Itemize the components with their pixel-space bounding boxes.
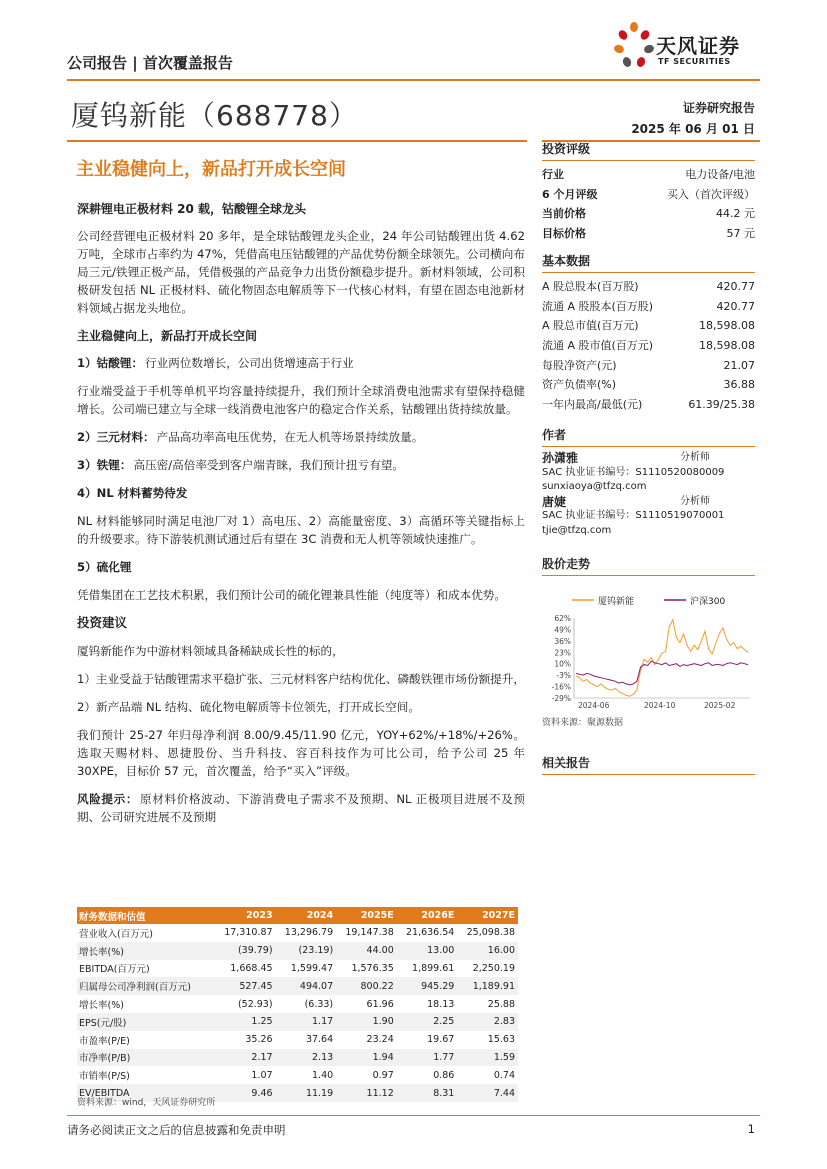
author-name: 唐婕	[542, 494, 567, 509]
list-item	[77, 456, 525, 474]
table-cell: 25.88	[487, 998, 515, 1010]
paragraph: 1）主业受益于钴酸锂需求平稳扩张、三元材料客户结构优化、磷酸铁锂市场份额提升，	[77, 672, 525, 686]
footer-rule	[67, 1115, 760, 1116]
y-tick-label: 62%	[554, 614, 571, 623]
table-cell: 1,899.61	[412, 962, 455, 974]
table-cell: 2.13	[276, 1049, 337, 1067]
author-cert: SAC 执业证书编号：S1110519070001	[542, 510, 725, 521]
main-body	[77, 200, 525, 836]
authors-panel	[542, 426, 755, 538]
risk-paragraph	[77, 790, 525, 826]
rating-key: 当前价格	[542, 207, 586, 221]
paragraph: 公司经营锂电正极材料 20 多年，是全球钴酸锂龙头企业，24 年公司钴酸锂出货 4.62 万吨，全球市占率约为 47%，凭借高电压钴酸锂的产品优势份额全球领先。公司横向布局三元/铁锂正极产品，凭借极强的产品竞争力出货份额稳步提升。新材料领域，公司积极研发包括 NL 正极材料、硫化物固态电解质等下一代核心材料，有望在固态电池新材料领域占据龙头地位。	[77, 229, 525, 315]
table-header-year: 2027E	[457, 907, 518, 924]
basic-data-row	[542, 395, 755, 415]
table-row	[77, 942, 518, 960]
y-tick-label: 23%	[554, 648, 571, 658]
basic-data-value: 18,598.08	[699, 319, 755, 333]
table-cell: 19,147.38	[345, 927, 394, 939]
header-rule	[67, 79, 760, 81]
row-label: EBITDA(百万元)	[79, 964, 150, 976]
table-cell: 2,250.19	[472, 962, 515, 974]
author-role: 分析师	[680, 495, 710, 507]
risk-text: 原材料价格波动、下游消费电子需求不及预期、NL 正极项目进展不及预期、公司研究进展不及预期	[77, 792, 525, 824]
basic-data-key: 流通 A 股股本(百万股)	[542, 299, 654, 313]
x-tick-label: 2024-06	[578, 701, 610, 710]
section-heading: 投资建议	[77, 615, 128, 630]
rating-panel	[542, 140, 755, 244]
table-header-year: 2024	[276, 907, 337, 924]
row-label: EPS(元/股)	[77, 1013, 215, 1031]
table-cell: (23.19)	[276, 942, 337, 960]
basic-data-value: 420.77	[716, 280, 755, 293]
legend-label: 沪深300	[690, 597, 726, 607]
row-label: 市销率(P/S)	[79, 1071, 130, 1083]
author-role: 分析师	[680, 452, 710, 463]
rating-key: 目标价格	[542, 227, 586, 241]
paragraph: 我们预计 25-27 年归母净利润 8.00/9.45/11.90 亿元，YOY+62%/+18%/+26%。选取天赐材料、恩捷股份、当升科技、容百科技作为可比公司，给予公司 25 年 30XPE，目标价 57 元，首次覆盖，给予“买入”评级。	[77, 728, 525, 778]
basic-data-row	[542, 316, 755, 336]
financial-table	[77, 907, 518, 1102]
research-label: 证券研究报告	[682, 101, 755, 115]
y-tick-label: 49%	[554, 625, 571, 635]
table-cell: 61.96	[366, 998, 394, 1010]
table-cell: 7.44	[457, 1084, 518, 1102]
table-cell: 37.64	[305, 1034, 334, 1046]
table-cell: 9.46	[215, 1084, 276, 1102]
table-cell: 11.12	[336, 1084, 397, 1102]
table-cell: (52.93)	[237, 998, 273, 1010]
table-cell: 1.77	[397, 1049, 458, 1067]
y-tick-label: 36%	[554, 636, 571, 646]
rating-value: 买入（首次评级）	[667, 187, 755, 201]
table-row	[77, 1031, 518, 1049]
row-label: 市盈率(P/E)	[79, 1035, 130, 1047]
authors-title: 作者	[542, 426, 755, 447]
table-row	[77, 924, 518, 942]
basic-data-row	[542, 356, 755, 376]
table-cell: 13.00	[397, 942, 458, 960]
item-heading: 1）钴酸锂：	[77, 356, 144, 370]
table-row	[77, 1013, 518, 1031]
rating-value: 57 元	[726, 227, 755, 241]
table-cell: 2.25	[397, 1013, 458, 1031]
company-title: 厦钨新能（688778）	[71, 99, 358, 132]
table-cell: 945.29	[397, 977, 458, 995]
basic-data-value: 36.88	[723, 378, 755, 392]
table-cell: 1.25	[215, 1013, 276, 1031]
table-cell: 1,576.35	[351, 962, 394, 974]
stock-chart-panel	[542, 555, 755, 728]
table-cell: 1,668.45	[230, 962, 273, 974]
basic-data-key: 一年内最高/最低(元)	[542, 398, 643, 412]
table-cell: 0.74	[493, 1069, 515, 1081]
series-line	[576, 661, 748, 685]
table-cell: (6.33)	[304, 998, 334, 1010]
table-row	[77, 995, 518, 1013]
item-heading: 5）硫化锂	[77, 560, 132, 574]
row-label: EV/EBITDA	[77, 1084, 215, 1102]
basic-data-key: A 股总股本(百万股)	[542, 280, 639, 293]
x-tick-label: 2025-02	[704, 701, 736, 710]
table-cell: 1.59	[457, 1049, 518, 1067]
basic-data-panel	[542, 252, 755, 415]
stock-price-chart	[542, 580, 755, 710]
paragraph: 凭借集团在工艺技术积累，我们预计公司的硫化锂兼具性能（纯度等）和成本优势。	[77, 588, 506, 602]
author-name-row	[542, 495, 755, 510]
table-cell: 25,098.38	[466, 927, 515, 939]
table-row	[77, 977, 518, 995]
rating-value: 44.2 元	[716, 207, 755, 221]
item-text: 高压密/高倍率受到客户端青睐，我们预计扭亏有望。	[133, 458, 405, 472]
rating-row	[542, 224, 755, 244]
table-cell: 1,599.47	[290, 962, 334, 974]
table-cell: 1,189.91	[457, 977, 518, 995]
list-item	[77, 484, 525, 502]
table-cell: 35.26	[245, 1034, 273, 1046]
item-text: 产品高功率高电压优势，在无人机等场景持续放量。	[156, 430, 424, 444]
rating-row	[542, 185, 755, 205]
table-header-year: 2026E	[397, 907, 458, 924]
table-row	[77, 1049, 518, 1067]
rating-row	[542, 165, 755, 185]
basic-data-row	[542, 375, 755, 395]
related-reports-title: 相关报告	[542, 754, 755, 775]
row-label: 增长率(%)	[77, 942, 215, 960]
logo-mark-icon	[612, 20, 656, 72]
basic-data-key: 流通 A 股市值(百万元)	[542, 339, 654, 353]
table-cell: 19.67	[427, 1034, 455, 1046]
row-label: 市净率(P/B)	[77, 1049, 215, 1067]
section-heading: 深耕锂电正极材料 20 载，钴酸锂全球龙头	[77, 202, 307, 216]
table-cell: 800.22	[336, 977, 397, 995]
report-date: 2025 年 06 月 01 日	[631, 122, 755, 136]
logo-subtext: TF SECURITIES	[658, 57, 731, 66]
headline: 主业稳健向上，新品打开成长空间	[76, 159, 346, 180]
table-cell: 2.83	[457, 1013, 518, 1031]
risk-heading: 风险提示：	[77, 792, 139, 806]
table-cell: 1.40	[312, 1069, 334, 1081]
table-cell: 0.86	[433, 1069, 455, 1081]
item-text: 行业两位数增长，公司出货增速高于行业	[145, 356, 354, 370]
y-tick-label: -16%	[551, 682, 571, 692]
list-item	[77, 558, 525, 576]
row-label: 归属母公司净利润(百万元)	[77, 977, 215, 995]
author-entry	[542, 495, 755, 539]
basic-data-value: 18,598.08	[699, 339, 755, 353]
table-cell: 21,636.54	[405, 927, 455, 939]
author-email: tjie@tfzq.com	[542, 524, 612, 536]
table-cell: 2.17	[215, 1049, 276, 1067]
table-cell: 1.07	[251, 1069, 273, 1081]
basic-data-value: 420.77	[716, 299, 755, 313]
table-cell: 17,310.87	[224, 927, 273, 939]
y-tick-label: -29%	[551, 694, 571, 703]
rating-key: 6 个月评级	[542, 187, 598, 201]
table-cell: 11.19	[276, 1084, 337, 1102]
table-cell: 527.45	[215, 977, 276, 995]
stock-chart-title: 股价走势	[542, 555, 755, 576]
footer-disclaimer: 请务必阅读正文之后的信息披露和免责申明	[67, 1123, 286, 1137]
page-number: 1	[747, 1122, 755, 1136]
x-tick-label: 2024-10	[644, 701, 676, 710]
basic-data-row	[542, 297, 755, 317]
related-reports-panel	[542, 754, 755, 779]
table-cell: 18.13	[427, 998, 455, 1010]
table-cell: (39.79)	[215, 942, 276, 960]
basic-data-key: 每股净资产(元)	[542, 358, 617, 372]
chart-source: 资料来源：聚源数据	[542, 718, 624, 728]
author-entry	[542, 451, 755, 495]
author-cert: SAC 执业证书编号：S1110520080009	[542, 466, 725, 478]
basic-data-value: 61.39/25.38	[688, 398, 755, 412]
tf-securities-logo	[612, 20, 762, 72]
table-row	[77, 1066, 518, 1084]
table-cell: 13,296.79	[284, 927, 334, 939]
row-label: 增长率(%)	[79, 1000, 124, 1012]
basic-data-title: 基本数据	[542, 252, 755, 273]
paragraph: 厦钨新能作为中游材料领域具备稀缺成长性的标的，	[77, 644, 344, 658]
table-source: 资料来源：wind，天风证券研究所	[77, 1098, 216, 1108]
table-cell: 0.97	[372, 1069, 394, 1081]
table-cell: 44.00	[336, 942, 397, 960]
report-type: 公司报告 | 首次覆盖报告	[67, 54, 233, 72]
list-item	[77, 428, 525, 446]
legend-label: 厦钨新能	[598, 597, 635, 607]
table-header-year: 2025E	[336, 907, 397, 924]
y-tick-label: 10%	[554, 659, 571, 669]
rating-key: 行业	[542, 168, 564, 181]
paragraph: 行业端受益于手机等单机平均容量持续提升，我们预计全球消费电池需求有望保持稳健增长。公司端已建立与全球一线消费电池客户的稳定合作关系，钴酸锂出货持续放量。	[77, 384, 525, 416]
author-name-row	[542, 451, 755, 466]
basic-data-row	[542, 336, 755, 356]
table-header-label: 财务数据和估值	[77, 907, 215, 924]
table-cell: 8.31	[397, 1084, 458, 1102]
table-row	[77, 960, 518, 978]
item-heading: 2）三元材料：	[77, 430, 155, 444]
paragraph: 2）新产品端 NL 结构、硫化物电解质等卡位领先，打开成长空间。	[77, 700, 420, 714]
table-cell: 1.90	[336, 1013, 397, 1031]
basic-data-key: 资产负债率(%)	[542, 378, 617, 392]
basic-data-row	[542, 277, 755, 297]
basic-data-value: 21.07	[723, 358, 755, 372]
table-cell: 1.94	[336, 1049, 397, 1067]
author-name: 孙潇雅	[542, 451, 579, 465]
y-tick-label: -3%	[556, 671, 571, 681]
table-cell: 494.07	[276, 977, 337, 995]
title-rule	[67, 140, 527, 142]
rating-row	[542, 204, 755, 224]
author-email: sunxiaoya@tfzq.com	[542, 481, 647, 492]
paragraph: NL 材料能够同时满足电池厂对 1）高电压、2）高能量密度、3）高循环等关键指标上的升级要求。待下游装机测试通过后有望在 3C 消费和无人机等领域快速推广。	[77, 514, 525, 546]
table-cell: 16.00	[457, 942, 518, 960]
series-line	[576, 620, 748, 696]
rating-value: 电力设备/电池	[685, 168, 755, 181]
logo-text: 天风证券	[656, 34, 740, 58]
section-heading: 主业稳健向上，新品打开成长空间	[77, 329, 258, 343]
item-heading: 3）铁锂：	[77, 458, 132, 472]
basic-data-key: A 股总市值(百万元)	[542, 319, 639, 333]
table-cell: 1.17	[276, 1013, 337, 1031]
table-cell: 15.63	[487, 1034, 515, 1046]
table-cell: 23.24	[366, 1034, 394, 1046]
row-label: 营业收入(百万元)	[79, 928, 153, 940]
item-heading: 4）NL 材料蓄势待发	[77, 486, 188, 500]
rating-title: 投资评级	[542, 140, 755, 161]
table-header-year: 2023	[215, 907, 276, 924]
list-item	[77, 354, 525, 372]
